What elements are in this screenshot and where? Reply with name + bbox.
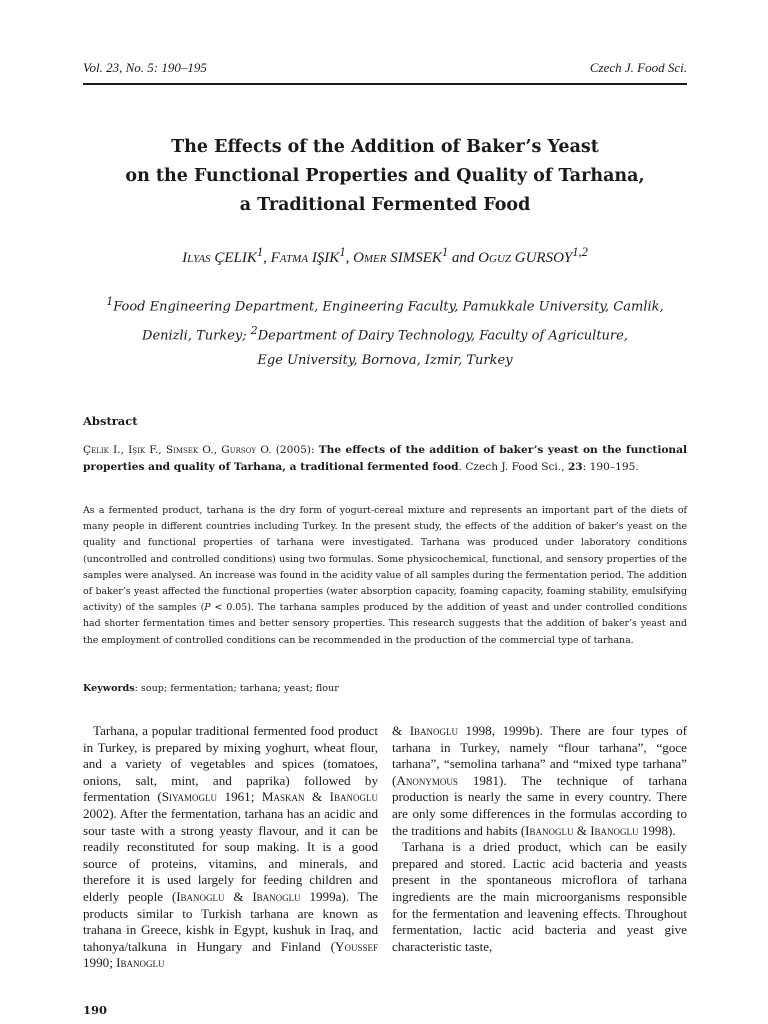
paper-title [83, 133, 687, 220]
affiliation-line: $^1$Food Engineering Department, Engineering Faculty, Pamukkale University, Camlik, [106, 295, 664, 315]
body-column-right [392, 723, 687, 955]
affiliation-line: Denizli, Turkey; $^2$Department of Dairy Technology, Faculty of Agriculture, [142, 324, 628, 344]
affiliations [83, 290, 687, 373]
paragraph: Tarhana is a dried product, which can be easily prepared and stored. Lactic acid bacteria and yeasts present in the spontaneous microflora of tarhana ingredients are the main microorganisms responsible for the fermentation and leavening effects. Throughout fermentation, lactic acid bacteria and yeast give characteristic taste, [392, 839, 687, 954]
volume-info: Vol. 23, No. 5: 190–195 [83, 60, 207, 75]
title-line: The Effects of the Addition of Baker’s Yeast [171, 137, 599, 157]
paragraph: & Ibanoglu 1998, 1999b). There are four types of tarhana in Turkey, namely “flour tarhana”, “goce tarhana”, “semolina tarhana” and “mixed type tarhana” (Anonymous 1981). The technique of tarhana production is nearly the same in every country. There are only some differences in the formulas according to the traditions and habits (Ibanoglu & Ibanoglu 1998). [392, 723, 687, 838]
paragraph: Tarhana, a popular traditional fermented food product in Turkey, is prepared by mixing yoghurt, wheat flour, and a variety of vegetables and spices (tomatoes, onions, salt, mint, and paprika) followed by fermentation (Siyamoglu 1961; Maskan & Ibanoglu 2002). After the fermentation, tarhana has an acidic and sour taste with a strong yeasty flavour, and it can be readily reconstituted for soup making. It is a good source of proteins, vitamins, and minerals, and therefore it is used largely for feeding children and elderly people (Ibanoglu & Ibanoglu 1999a). The products similar to Turkish tarhana are known as trahana in Greece, kishk in Egypt, kushuk in Iraq, and tahonya/talkuna in Hungary and Finland (Youssef 1990; Ibanoglu [83, 723, 379, 971]
author: Omer SIMSEK$^1$ and [353, 245, 479, 266]
title-line: on the Functional Properties and Quality of Tarhana, [125, 166, 645, 186]
running-head [83, 60, 687, 85]
title-line: a Traditional Fermented Food [239, 195, 531, 215]
keywords: Keywords: soup; fermentation; tarhana; yeast; flour [83, 683, 339, 694]
abstract-heading: Abstract [83, 414, 138, 428]
author: Ilyas ÇELIK$^1$, [182, 245, 271, 266]
author-list [83, 245, 687, 267]
author: Oguz GURSOY$^{1,2}$ [478, 245, 588, 266]
page-number: 190 [83, 1003, 108, 1017]
citation: Çelik I., Işik F., Simsek O., Gursoy O. (2005): The effects of the addition of baker’s yeast on the functional properties and quality of Tarhana, a traditional fermented food. Czech J. Food Sci., 23: 190–195. [83, 444, 687, 473]
body-column-left [83, 723, 378, 972]
affiliation-line: Ege University, Bornova, Izmir, Turkey [257, 352, 513, 368]
journal-name: Czech J. Food Sci. [589, 60, 687, 75]
abstract-body: As a fermented product, tarhana is the dry form of yogurt-cereal mixture and represents an important part of the diets of many people in different countries including Turkey. In the present study, the effects of the addition of baker’s yeast on the quality and functional properties of tarhana were investigated. Tarhana was produced under laboratory conditions (uncontrolled and controlled conditions) using two formulas. Some physicochemical, functional, and sensory properties of the samples were analysed. An increase was found in the acidity value of all samples during the fermentation period. The addition of baker’s yeast affected the functional properties (water absorption capacity, foaming capacity, foaming stability, emulsifying activity) of the samples (P < 0.05). The tarhana samples produced by the addition of yeast and under controlled conditions had shorter fermentation times and better sensory properties. This research suggests that the addition of baker’s yeast and the employment of controlled conditions can be recommended in the production of the commercial type of tarhana. [83, 505, 687, 646]
author: Fatma IŞIK$^1$, [270, 245, 354, 266]
